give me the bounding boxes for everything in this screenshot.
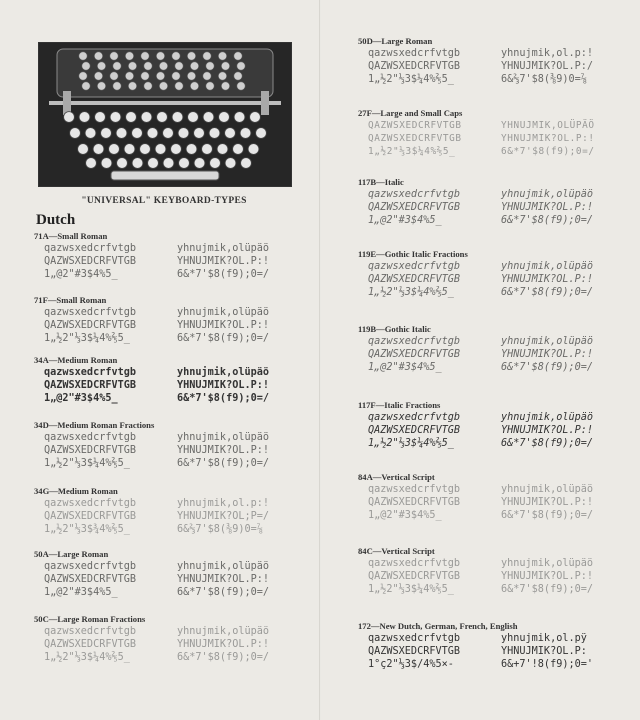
specimen-block bbox=[34, 614, 309, 666]
specimen-line: QAZWSXEDCRFVTGB bbox=[44, 639, 137, 650]
section-title-dutch: Dutch bbox=[36, 212, 76, 228]
specimen-line: 1„½2"⅓3$¼4%⅖5_ bbox=[44, 333, 130, 344]
specimen-label: 119B—Gothic Italic bbox=[358, 324, 431, 334]
specimen-line: 1„½2"⅓3$¼4%⅖5_ bbox=[44, 458, 130, 469]
specimen-line: QAZWSXEDCRFVTGB bbox=[368, 274, 461, 285]
specimen-line: QAZWSXEDCRFVTGB bbox=[44, 574, 137, 585]
specimen-line: YHNUJMIK?OL.P:! bbox=[501, 425, 594, 436]
specimen-label: 71F—Small Roman bbox=[34, 295, 107, 305]
specimen-block bbox=[358, 249, 633, 301]
specimen-line: qazwsxedcrfvtgb bbox=[368, 412, 461, 423]
specimen-line: 6&*7'$8(f9);0=/ bbox=[177, 393, 270, 404]
specimen-label: 50C—Large Roman Fractions bbox=[34, 614, 146, 624]
specimen-line: YHNUJMIK?OL.P:! bbox=[177, 445, 270, 456]
specimen-line: 1„½2"⅓3$¼4%⅖5_ bbox=[44, 652, 130, 663]
specimen-block bbox=[34, 355, 309, 407]
specimen-line: 1„@2"#3$4%5_ bbox=[44, 393, 118, 404]
specimen-block bbox=[34, 420, 309, 472]
specimen-line: yhnujmik,olüpäö bbox=[501, 558, 594, 569]
specimen-line: 1„½2"⅓3$¼4%⅖5_ bbox=[368, 584, 454, 595]
specimen-label: 27F—Large and Small Caps bbox=[358, 108, 463, 118]
specimen-line: QAZWSXEDCRFVTGB bbox=[44, 320, 137, 331]
specimen-line: qazwsxedcrfvtgb bbox=[44, 498, 137, 509]
specimen-line: 6&⅔7'$8(⅜9)0=⅞ bbox=[501, 74, 587, 85]
specimen-line: QAZWSXEDCRFVTGB bbox=[44, 511, 137, 522]
specimen-label: 84C—Vertical Script bbox=[358, 546, 435, 556]
specimen-line: yhnujmik,olüpäö bbox=[501, 189, 594, 200]
specimen-line: QAZWSXEDCRFVTGB bbox=[368, 120, 462, 131]
specimen-block bbox=[358, 324, 633, 376]
specimen-line: QAZWSXEDCRFVTGB bbox=[44, 380, 137, 391]
specimen-line: qazwsxedcrfvtgb bbox=[368, 558, 461, 569]
specimen-line: yhnujmik,olüpäö bbox=[177, 307, 270, 318]
specimen-line: 6&+7'!8(f9);0=' bbox=[501, 659, 594, 670]
photo-caption: "UNIVERSAL" KEYBOARD-TYPES bbox=[81, 196, 247, 206]
specimen-line: 1„@2"#3$4%5_ bbox=[368, 510, 442, 521]
page-fold bbox=[319, 0, 321, 720]
specimen-block bbox=[358, 472, 633, 524]
specimen-label: 71A—Small Roman bbox=[34, 231, 108, 241]
specimen-line: 1„½2"⅓3$¾4%⅖5_ bbox=[44, 524, 130, 535]
specimen-line: 1„@2"#3$4%5_ bbox=[368, 362, 442, 373]
specimen-label: 50A—Large Roman bbox=[34, 549, 109, 559]
specimen-block bbox=[358, 621, 633, 673]
specimen-line: qazwsxedcrfvtgb bbox=[44, 432, 137, 443]
specimen-line: yhnujmik,ol.p:! bbox=[501, 48, 594, 59]
specimen-line: YHNUJMIK?OL.P:! bbox=[177, 639, 270, 650]
specimen-line: yhnujmik,olüpäö bbox=[177, 243, 270, 254]
specimen-line: YHNUJMIK?OL.P:/ bbox=[501, 61, 594, 72]
specimen-label: 34D—Medium Roman Fractions bbox=[34, 420, 155, 430]
specimen-line: qazwsxedcrfvtgb bbox=[368, 633, 461, 644]
specimen-block bbox=[358, 36, 633, 88]
specimen-label: 84A—Vertical Script bbox=[358, 472, 435, 482]
specimen-line: QAZWSXEDCRFVTGB bbox=[368, 202, 461, 213]
specimen-line: 1„½2"⅓3$¼4%⅖5_ bbox=[368, 146, 456, 157]
specimen-block bbox=[358, 546, 633, 598]
specimen-line: yhnujmik,olüpäö bbox=[501, 412, 594, 423]
specimen-line: qazwsxedcrfvtgb bbox=[44, 307, 137, 318]
specimen-line: 1„½2"⅓3$¼4%⅖5_ bbox=[368, 287, 454, 298]
specimen-line: YHNUJMIK?OL.P: bbox=[501, 646, 587, 657]
specimen-line: YHNUJMIK,OLÜPÄÖ bbox=[501, 120, 595, 131]
specimen-line: YHNUJMIK?OL.P:! bbox=[177, 380, 270, 391]
specimen-line: YHNUJMIK?OL;P=/ bbox=[177, 511, 270, 522]
specimen-line: YHNUJMIK?OL.P:! bbox=[501, 349, 594, 360]
specimen-block bbox=[34, 295, 309, 347]
specimen-line: 6&*7'$8(f9);0=/ bbox=[501, 510, 594, 521]
specimen-line: qazwsxedcrfvtgb bbox=[44, 561, 137, 572]
specimen-line: qazwsxedcrfvtgb bbox=[368, 189, 461, 200]
specimen-line: qazwsxedcrfvtgb bbox=[368, 484, 461, 495]
specimen-line: yhnujmik,olüpäö bbox=[177, 626, 270, 637]
specimen-line: QAZWSXEDCRFVTGB bbox=[44, 445, 137, 456]
specimen-line: 6&*7'$8(f9);0=/ bbox=[177, 269, 270, 280]
specimen-label: 34A—Medium Roman bbox=[34, 355, 118, 365]
specimen-line: 1„@2"#3$4%5_ bbox=[44, 587, 118, 598]
specimen-line: YHNUJMIK?OL.P:! bbox=[501, 133, 595, 144]
specimen-line: QAZWSXEDCRFVTGB bbox=[368, 133, 462, 144]
specimen-line: yhnujmik,olüpäö bbox=[177, 367, 270, 378]
specimen-label: 34G—Medium Roman bbox=[34, 486, 118, 496]
specimen-label: 50D—Large Roman bbox=[358, 36, 433, 46]
specimen-line: 6&*7'$8(f9);0=/ bbox=[501, 584, 594, 595]
specimen-line: 1„@2"#3$4%5_ bbox=[44, 269, 118, 280]
specimen-line: qazwsxedcrfvtgb bbox=[44, 243, 137, 254]
specimen-line: 6&*7'$8(f9);0=/ bbox=[501, 215, 594, 226]
specimen-line: QAZWSXEDCRFVTGB bbox=[368, 349, 461, 360]
specimen-line: qazwsxedcrfvtgb bbox=[368, 261, 461, 272]
specimen-line: 1„½2"⅓3$¼4%⅖5_ bbox=[368, 438, 454, 449]
specimen-line: YHNUJMIK?OL.P:! bbox=[177, 320, 270, 331]
specimen-line: YHNUJMIK?OL.P:! bbox=[177, 256, 270, 267]
specimen-line: 6&*7'$8(f9);0=/ bbox=[501, 362, 594, 373]
specimen-line: 6&*7'$8(f9);0=/ bbox=[501, 438, 594, 449]
specimen-line: YHNUJMIK?OL.P:! bbox=[501, 497, 594, 508]
specimen-line: 6&*7'$8(f9);0=/ bbox=[177, 333, 270, 344]
specimen-label: 117F—Italic Fractions bbox=[358, 400, 441, 410]
specimen-line: YHNUJMIK?OL.P:! bbox=[177, 574, 270, 585]
specimen-line: QAZWSXEDCRFVTGB bbox=[368, 571, 461, 582]
specimen-line: qazwsxedcrfvtgb bbox=[368, 336, 461, 347]
specimen-line: YHNUJMIK?OL.P:! bbox=[501, 571, 594, 582]
specimen-line: QAZWSXEDCRFVTGB bbox=[368, 425, 461, 436]
specimen-line: yhnujmik,olüpäö bbox=[501, 336, 594, 347]
specimen-line: yhnujmik,olüpäö bbox=[501, 484, 594, 495]
specimen-label: 119E—Gothic Italic Fractions bbox=[358, 249, 468, 259]
specimen-line: 6&*7'$8(f9);0=/ bbox=[501, 146, 595, 157]
specimen-line: YHNUJMIK?OL.P:! bbox=[501, 274, 594, 285]
specimen-line: QAZWSXEDCRFVTGB bbox=[368, 646, 461, 657]
specimen-line: yhnujmik,ol.p:! bbox=[177, 498, 270, 509]
specimen-block bbox=[34, 486, 309, 538]
specimen-block bbox=[34, 231, 309, 283]
specimen-line: yhnujmik,ol.pÿ bbox=[501, 633, 587, 644]
specimen-line: 1„@2"#3$4%5_ bbox=[368, 215, 442, 226]
specimen-line: yhnujmik,olüpäö bbox=[177, 432, 270, 443]
specimen-line: yhnujmik,olüpäö bbox=[501, 261, 594, 272]
specimen-label: 172—New Dutch, German, French, English bbox=[358, 621, 518, 631]
specimen-block bbox=[358, 177, 633, 229]
specimen-line: yhnujmik,olüpäö bbox=[177, 561, 270, 572]
keyboard-photo bbox=[38, 42, 292, 187]
specimen-line: 6&*7'$8(f9);0=/ bbox=[501, 287, 594, 298]
specimen-line: qazwsxedcrfvtgb bbox=[44, 626, 137, 637]
specimen-line: QAZWSXEDCRFVTGB bbox=[368, 61, 461, 72]
specimen-block bbox=[358, 400, 633, 452]
specimen-line: 6&⅔7'$8(⅜9)0=⅞ bbox=[177, 524, 263, 535]
specimen-line: QAZWSXEDCRFVTGB bbox=[368, 497, 461, 508]
specimen-line: YHNUJMIK?OL.P:! bbox=[501, 202, 594, 213]
specimen-line: qazwsxedcrfvtgb bbox=[368, 48, 461, 59]
specimen-line: qazwsxedcrfvtgb bbox=[44, 367, 137, 378]
specimen-block bbox=[34, 549, 309, 601]
specimen-block bbox=[358, 108, 633, 160]
specimen-line: 1„½2"⅓3$¼4%⅖5_ bbox=[368, 74, 454, 85]
specimen-line: 1°ç2"⅓3$/4%5×- bbox=[368, 659, 454, 670]
specimen-line: 6&*7'$8(f9);0=/ bbox=[177, 587, 270, 598]
specimen-line: 6&*7'$8(f9);0=/ bbox=[177, 458, 270, 469]
keyboard-illustration bbox=[39, 43, 291, 186]
specimen-line: 6&*7'$8(f9);0=/ bbox=[177, 652, 270, 663]
specimen-label: 117B—Italic bbox=[358, 177, 404, 187]
specimen-line: QAZWSXEDCRFVTGB bbox=[44, 256, 137, 267]
